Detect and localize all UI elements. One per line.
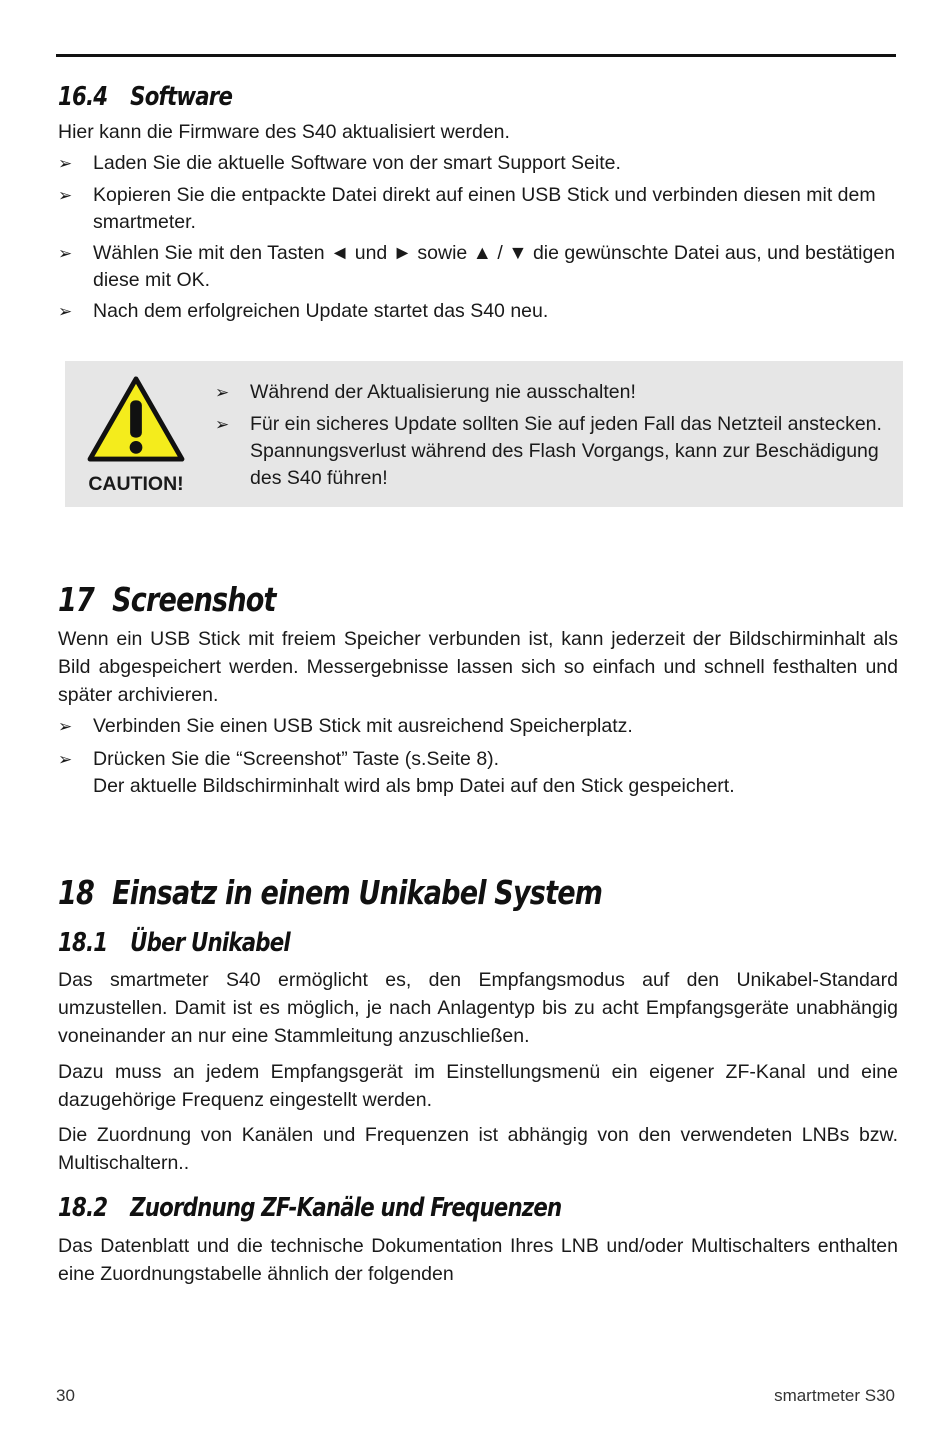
bullet-arrow-icon: ➢	[215, 415, 230, 434]
header-rule	[56, 54, 896, 57]
list-item: ➢ Wählen Sie mit den Tasten ◄ und ► sowie ▲ / ▼ die gewünschte Datei aus, und bestätigen diese mit OK.	[58, 242, 896, 291]
zuordnung-paragraph: Das Datenblatt und die technische Dokumentation Ihres LNB und/oder Multischalters enthalten eine Zuordnungstabelle ähnlich der folgenden	[58, 1235, 898, 1285]
heading-title: Screenshot	[112, 580, 276, 619]
heading-17	[58, 580, 276, 619]
heading-number: 16.4	[58, 82, 108, 112]
caution-label: CAUTION!	[88, 473, 184, 495]
bullet-arrow-icon: ➢	[215, 383, 230, 402]
heading-18	[58, 873, 602, 912]
bullet-arrow-icon: ➢	[58, 244, 73, 263]
list-item: ➢ Kopieren Sie die entpackte Datei direkt auf einen USB Stick und verbinden diesen mit dem smartmeter.	[58, 184, 876, 233]
bullet-arrow-icon: ➢	[58, 154, 73, 173]
list-item: ➢ Für ein sicheres Update sollten Sie auf jeden Fall das Netzteil anstecken. Spannungsverlust während des Flash Vorgangs, kann zur Beschädigung des S40 führen!	[215, 413, 882, 489]
warning-triangle-icon	[87, 375, 185, 463]
bullet-arrow-icon: ➢	[58, 717, 73, 736]
heading-number: 18	[58, 873, 95, 912]
heading-18-1	[58, 928, 290, 958]
list-item: ➢ Drücken Sie die “Screenshot” Taste (s.Seite 8). Der aktuelle Bildschirminhalt wird als bmp Datei auf den Stick gespeichert.	[58, 746, 898, 800]
page-number: 30	[56, 1386, 75, 1405]
heading-title: Über Unikabel	[130, 928, 290, 958]
unikabel-paragraph: Die Zuordnung von Kanälen und Frequenzen ist abhängig von den verwendeten LNBs bzw. Multischaltern..	[58, 1124, 898, 1174]
screenshot-intro: Wenn ein USB Stick mit freiem Speicher verbunden ist, kann jederzeit der Bildschirminhalt als Bild abgespeichert werden. Messergebnisse lassen sich so einfach und schnell festhalten und später archivieren.	[58, 628, 898, 706]
heading-16-4	[58, 82, 232, 112]
heading-title: Einsatz in einem Unikabel System	[112, 873, 603, 912]
heading-title: Zuordnung ZF-Kanäle und Frequenzen	[130, 1193, 562, 1223]
bullet-followup: Der aktuelle Bildschirminhalt wird als bmp Datei auf den Stick gespeichert.	[93, 775, 735, 797]
footer-product-name: smartmeter S30	[774, 1386, 895, 1405]
unikabel-paragraph: Das smartmeter S40 ermöglicht es, den Empfangsmodus auf den Unikabel-Standard umzustellen. Damit ist es möglich, je nach Anlagentyp bis zu acht Empfangsgeräte unabhängig voneinander an nur eine Stammleitung anzuschließen.	[58, 969, 898, 1047]
heading-number: 17	[58, 580, 95, 619]
heading-18-2	[58, 1193, 561, 1223]
list-item: ➢ Verbinden Sie einen USB Stick mit ausreichend Speicherplatz.	[58, 713, 898, 740]
software-intro: Hier kann die Firmware des S40 aktualisiert werden.	[58, 121, 510, 143]
bullet-arrow-icon: ➢	[58, 186, 73, 205]
list-item: ➢ Laden Sie die aktuelle Software von der smart Support Seite.	[58, 150, 898, 177]
unikabel-paragraph: Dazu muss an jedem Empfangsgerät im Einstellungsmenü ein eigener ZF-Kanal und eine dazugehörige Frequenz eingestellt werden.	[58, 1061, 898, 1111]
bullet-arrow-icon: ➢	[58, 750, 73, 769]
list-item: ➢ Nach dem erfolgreichen Update startet das S40 neu.	[58, 298, 898, 325]
bullet-arrow-icon: ➢	[58, 302, 73, 321]
list-item: ➢ Während der Aktualisierung nie ausschalten!	[215, 379, 885, 406]
heading-title: Software	[130, 82, 233, 112]
caution-box	[65, 361, 903, 507]
heading-number: 18.1	[58, 928, 108, 958]
heading-number: 18.2	[58, 1193, 108, 1223]
